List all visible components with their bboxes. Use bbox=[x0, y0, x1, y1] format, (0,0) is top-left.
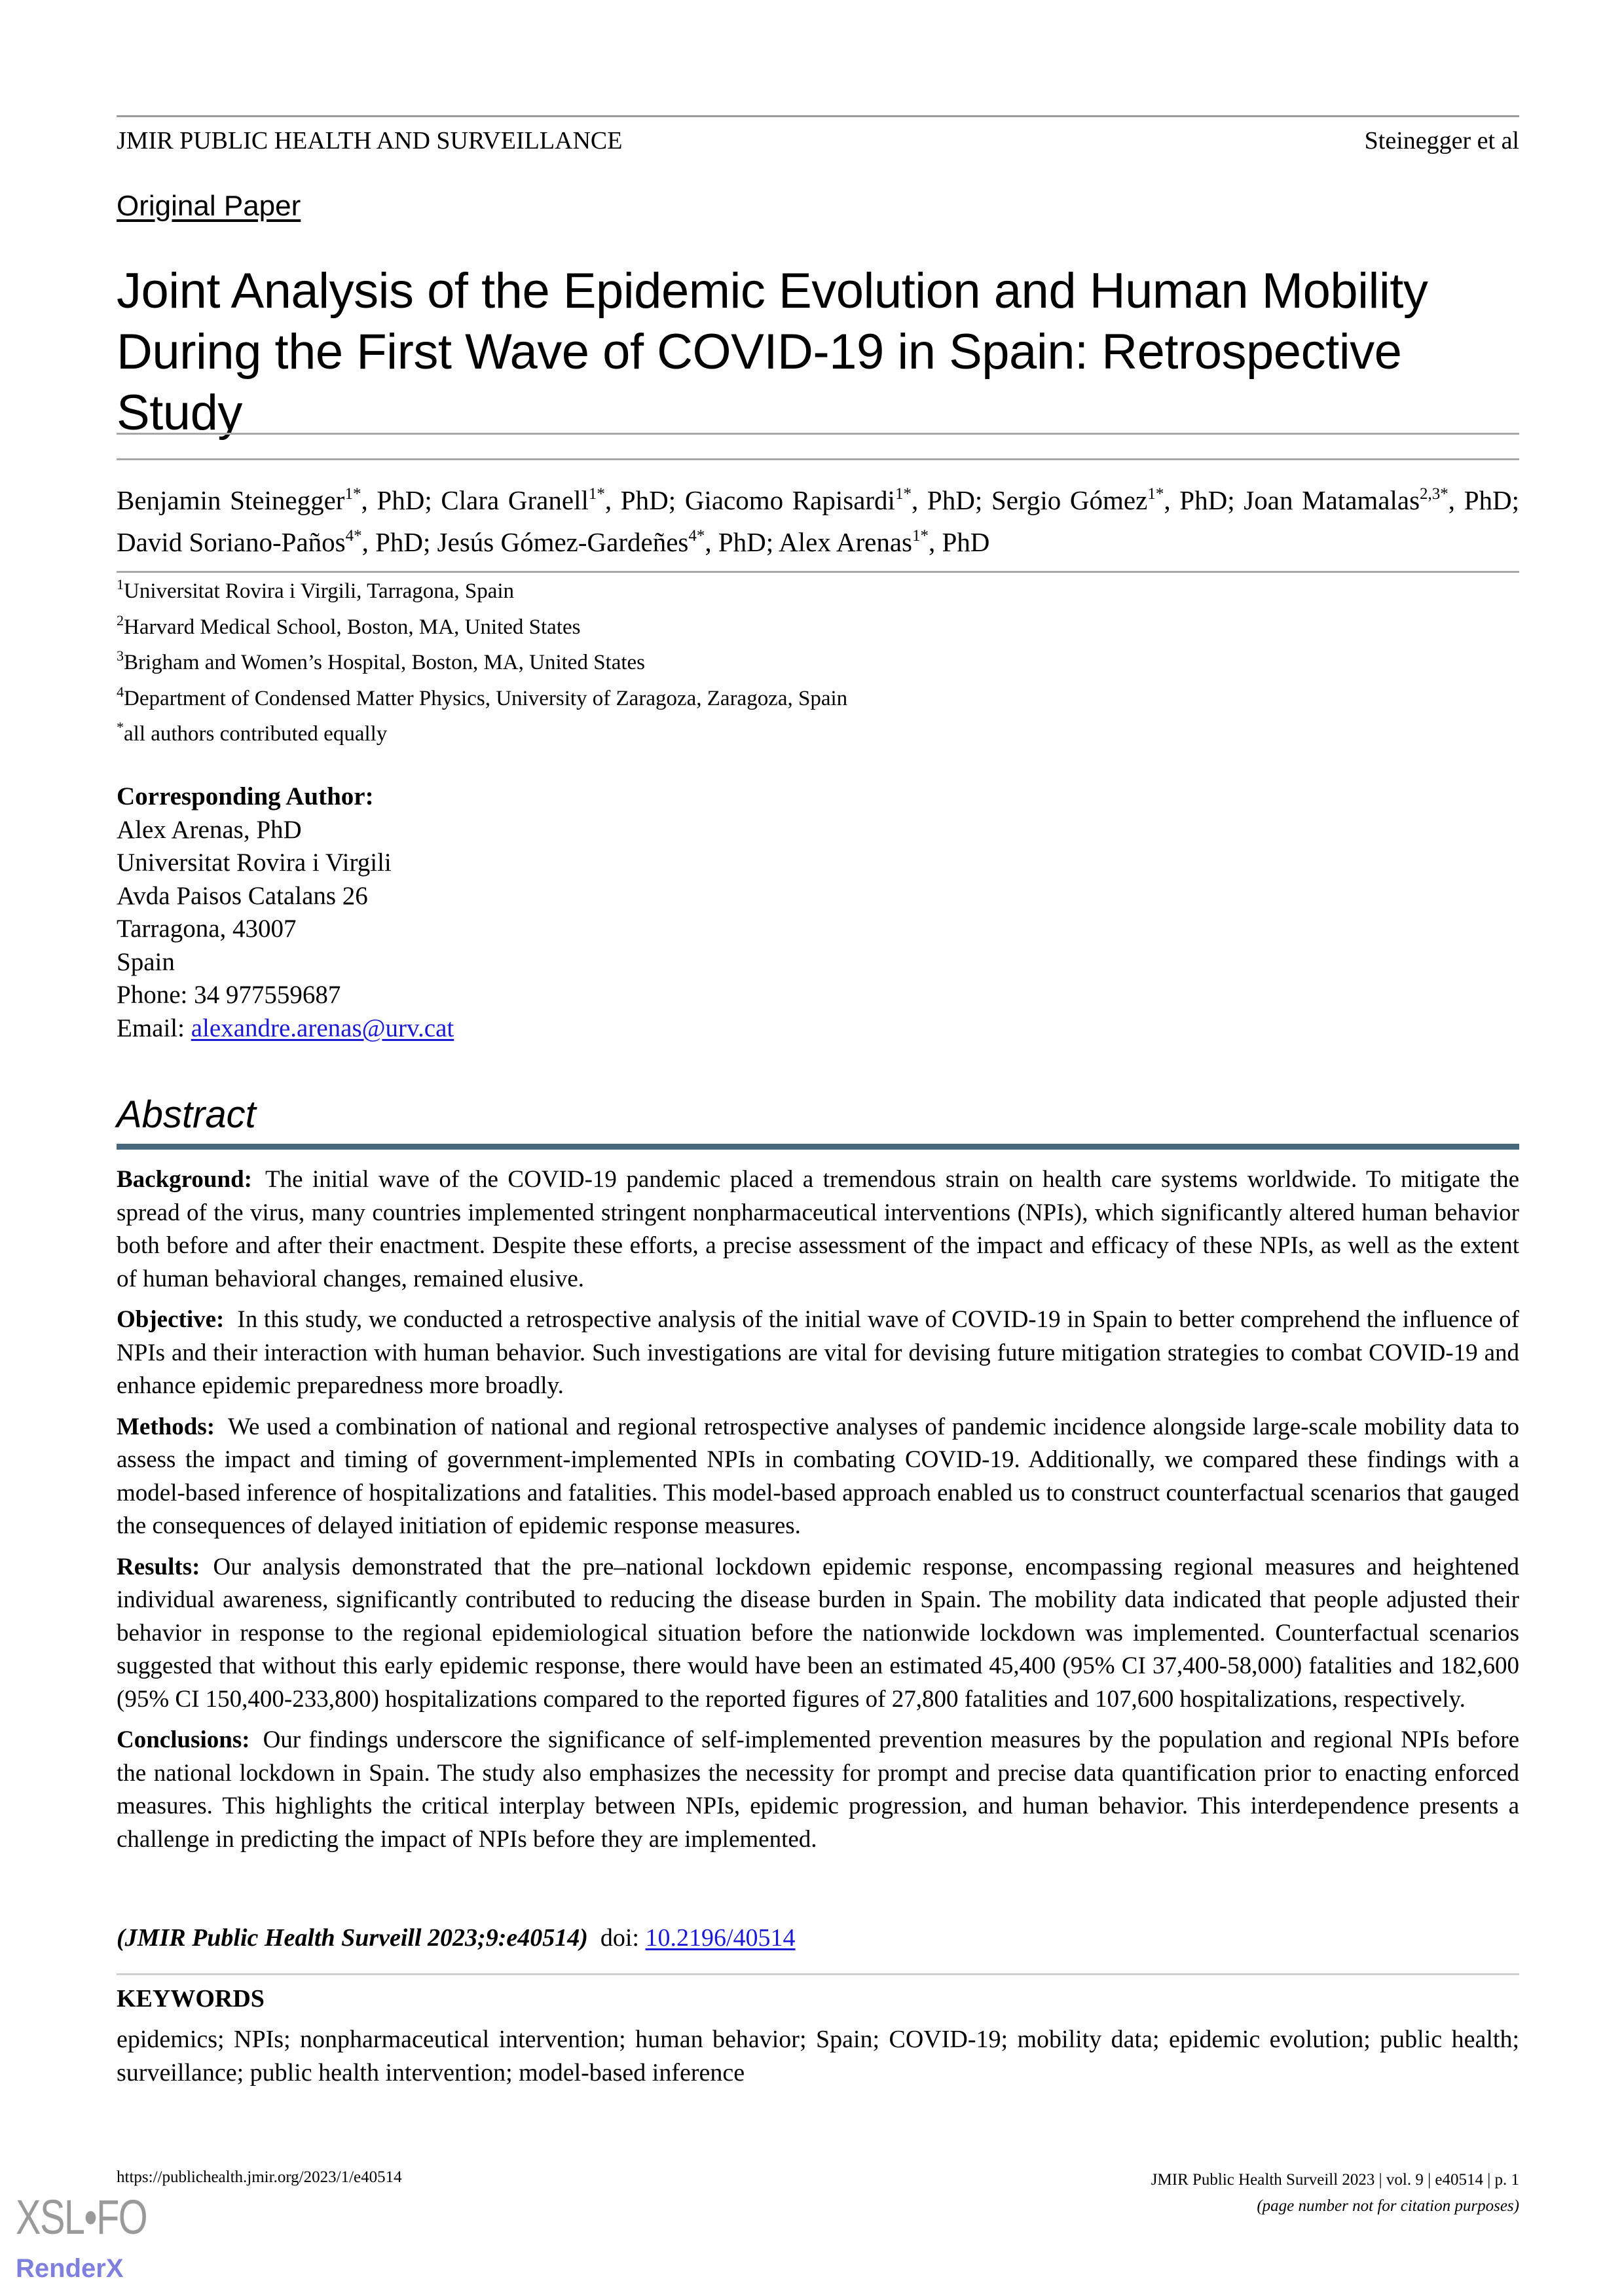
authors-divider bbox=[117, 571, 1519, 573]
abstract-methods: Methods: We used a combination of national and regional retrospective analyses of pandemic incidence alongside large-scale mobility data to assess the impact and timing of government-implemented NPIs in combating COVID-19. Additionally, we compared these findings with a model-based inference of hospitalizations and fatalities. This model-based approach enabled us to construct counterfactual scenarios that gauged the consequences of delayed initiation of epidemic response measures. bbox=[117, 1413, 1519, 1539]
author: David Soriano-Paños$^{4*}$, PhD; bbox=[117, 527, 431, 557]
corresponding-street: Avda Paisos Catalans 26 bbox=[117, 881, 368, 910]
article-type: Original Paper bbox=[117, 190, 301, 222]
keywords-list: epidemics; NPIs; nonpharmaceutical intervention; human behavior; Spain; COVID-19; mobility data; epidemic evolution; public health; surveillance; public health intervention; model-based inference bbox=[117, 2026, 1519, 2086]
author-list bbox=[117, 479, 1519, 563]
affiliation: $^4$Department of Condensed Matter Physics, University of Zaragoza, Zaragoza, Spain bbox=[117, 683, 848, 710]
corresponding-email-row: Email: alexandre.arenas@urv.cat bbox=[117, 1013, 454, 1042]
author: Joan Matamalas$^{2,3*}$, PhD; bbox=[1244, 485, 1520, 515]
corresponding-name: Alex Arenas, PhD bbox=[117, 815, 302, 844]
affiliation-list bbox=[117, 574, 847, 752]
renderx-logo: RenderX bbox=[16, 2254, 124, 2283]
abstract-heading: Abstract bbox=[117, 1093, 256, 1136]
author: Giacomo Rapisardi$^{1*}$, PhD; bbox=[684, 485, 983, 515]
affiliation: $^1$Universitat Rovira i Virgili, Tarragona, Spain bbox=[117, 576, 515, 603]
corresponding-country: Spain bbox=[117, 947, 175, 976]
author: Benjamin Steinegger$^{1*}$, PhD; bbox=[117, 485, 432, 515]
email-link[interactable]: alexandre.arenas@urv.cat bbox=[191, 1013, 454, 1042]
paper-title: Joint Analysis of the Epidemic Evolution and Human Mobility During the First Wave of COVID-19 in Spain: Retrospective Study bbox=[117, 263, 1428, 441]
abstract-objective: Objective: In this study, we conducted a retrospective analysis of the initial wave of COVID-19 in Spain to better comprehend the influence of NPIs and their interaction with human behavior. Such investigations are vital for devising future mitigation strategies to combat COVID-19 and enhance epidemic preparedness more broadly. bbox=[117, 1306, 1519, 1399]
title-divider-bottom bbox=[117, 458, 1519, 460]
footer-url: https://publichealth.jmir.org/2023/1/e40514 bbox=[117, 2168, 402, 2186]
affiliation: $^3$Brigham and Women’s Hospital, Boston, MA, United States bbox=[117, 647, 646, 674]
corresponding-city: Tarragona, 43007 bbox=[117, 915, 297, 943]
abstract-body bbox=[117, 1163, 1519, 1864]
abstract-conclusions: Conclusions: Our findings underscore the significance of self-implemented prevention measures by the population and regional NPIs before the national lockdown in Spain. The study also emphasizes the necessity for prompt and precise data quantification prior to enacting enforced measures. This highlights the critical interplay between NPIs, epidemic progression, and human behavior. This interdependence presents a challenge in predicting the impact of NPIs before they are implemented. bbox=[117, 1726, 1519, 1853]
footer-journal-ref bbox=[1151, 2167, 1519, 2219]
affiliation: $^2$Harvard Medical School, Boston, MA, United States bbox=[117, 611, 581, 639]
author: Jesús Gómez-Gardeñes$^{4*}$, PhD; bbox=[437, 527, 774, 557]
corresponding-institution: Universitat Rovira i Virgili bbox=[117, 848, 392, 877]
footer-citation: JMIR Public Health Surveill 2023 | vol. 9 | e40514 | p. 1 bbox=[1151, 2171, 1519, 2189]
journal-name: JMIR PUBLIC HEALTH AND SURVEILLANCE bbox=[117, 127, 623, 155]
running-head-rule bbox=[117, 115, 1519, 117]
footer-page-note: (page number not for citation purposes) bbox=[1257, 2197, 1519, 2215]
xslfo-logo: XSL•FO bbox=[16, 2190, 147, 2244]
citation-ref: (JMIR Public Health Surveill 2023;9:e40514) bbox=[117, 1924, 588, 1952]
doi-label: doi: bbox=[600, 1924, 639, 1952]
abstract-results: Results: Our analysis demonstrated that the pre–national lockdown epidemic response, encompassing regional measures and heightened individual awareness, significantly contributed to reducing the disease burden in Spain. The mobility data indicated that people adjusted their behavior in response to the regional epidemiological situation before the nationwide lockdown was implemented. Counterfactual scenarios suggested that without this early epidemic response, there would have been an estimated 45,400 (95% CI 37,400-58,000) fatalities and 182,600 (95% CI 150,400-233,800) hospitalizations compared to the reported figures of 27,800 fatalities and 107,600 hospitalizations, respectively. bbox=[117, 1553, 1519, 1713]
keywords-divider bbox=[117, 1973, 1519, 1975]
corresponding-author-block bbox=[117, 780, 454, 1045]
short-authors: Steinegger et al bbox=[1364, 127, 1519, 155]
author: Sergio Gómez$^{1*}$, PhD; bbox=[991, 485, 1235, 515]
abstract-background: Background: The initial wave of the COVID-19 pandemic placed a tremendous strain on health care systems worldwide. To mitigate the spread of the virus, many countries implemented stringent nonpharmaceutical interventions (NPIs), which significantly altered human behavior both before and after their enactment. Despite these efforts, a precise assessment of the impact and efficacy of these NPIs, as well as the extent of human behavioral changes, remained elusive. bbox=[117, 1166, 1519, 1292]
author: Alex Arenas$^{1*}$, PhD bbox=[779, 527, 990, 557]
affiliation-note: *all authors contributed equally bbox=[117, 719, 388, 746]
author: Clara Granell$^{1*}$, PhD; bbox=[441, 485, 676, 515]
running-head bbox=[117, 124, 1519, 157]
citation-line bbox=[117, 1922, 796, 1954]
keywords-heading: KEYWORDS bbox=[117, 1985, 265, 2013]
title-divider-top bbox=[117, 433, 1519, 435]
corresponding-phone: Phone: 34 977559687 bbox=[117, 981, 341, 1009]
abstract-divider-bar bbox=[117, 1144, 1519, 1150]
doi-link[interactable]: 10.2196/40514 bbox=[645, 1924, 796, 1952]
corresponding-author-label: Corresponding Author: bbox=[117, 782, 374, 811]
